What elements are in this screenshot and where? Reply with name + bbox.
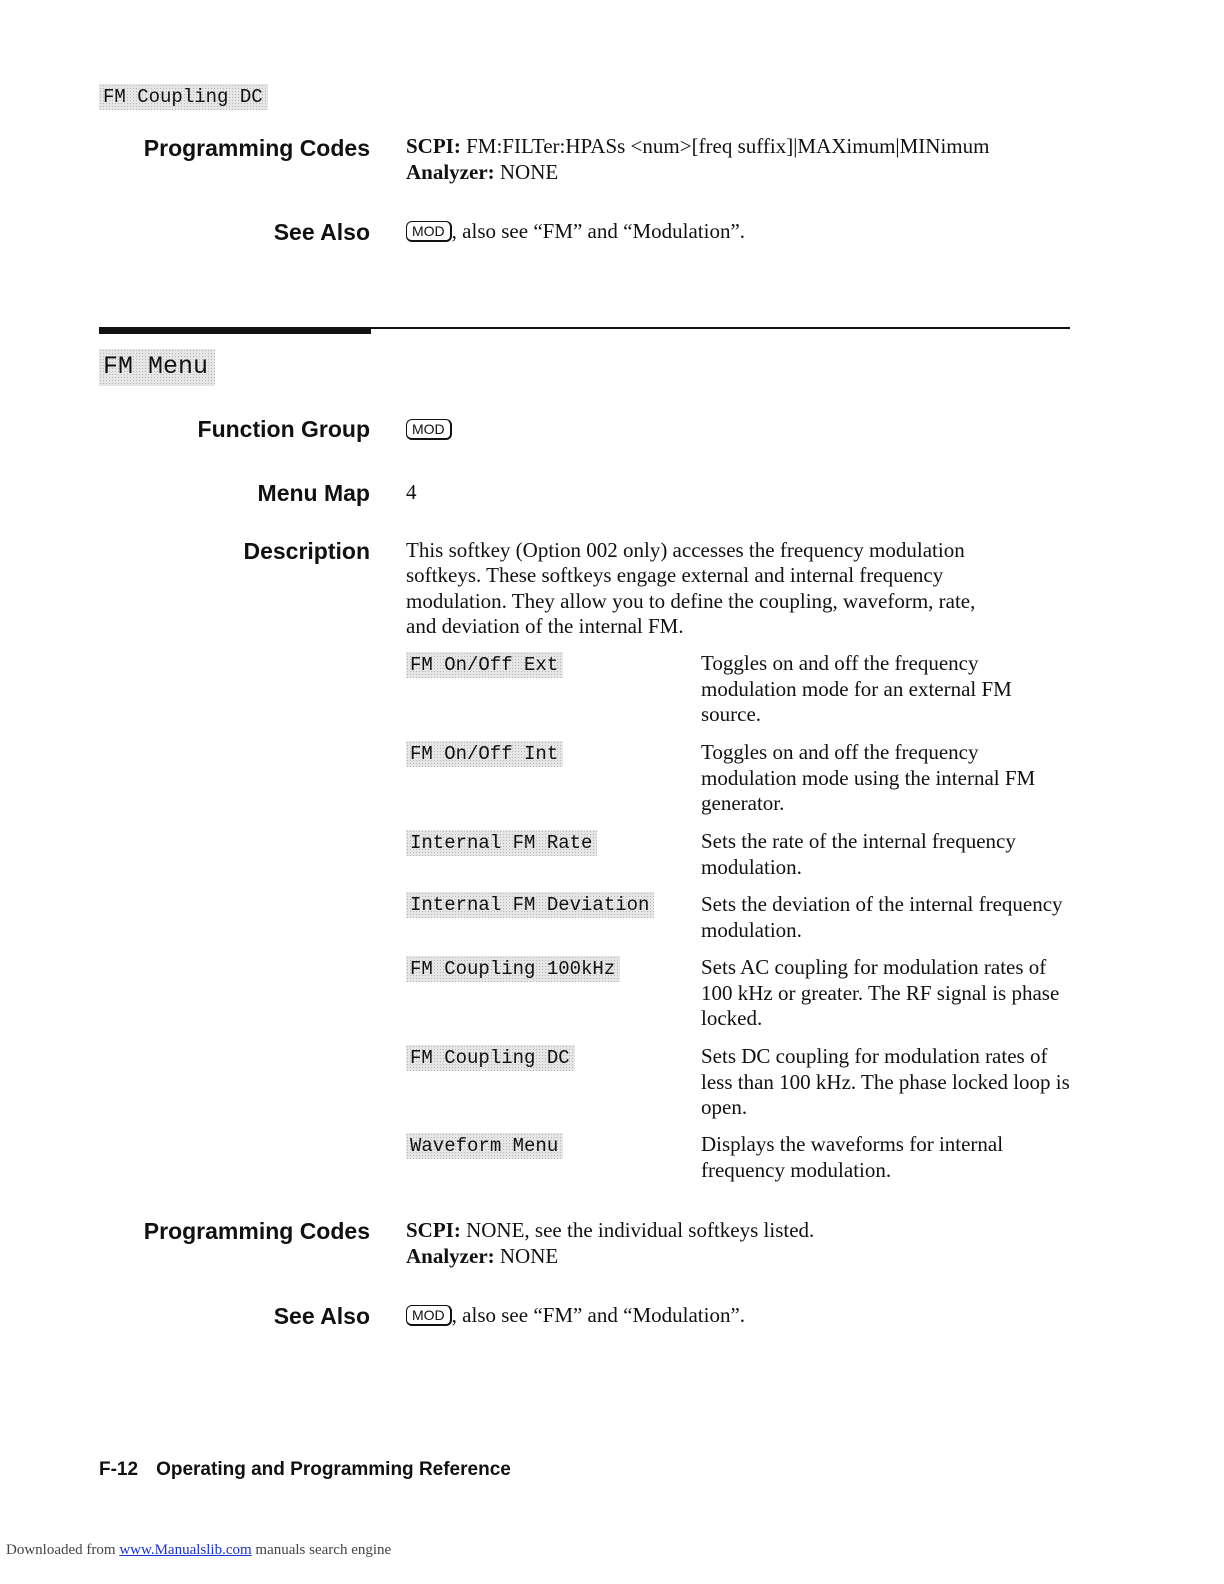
- function-group-label: Function Group: [197, 416, 370, 442]
- softkey-waveform-menu: Waveform Menu: [406, 1133, 563, 1159]
- see-also-line: [406, 1303, 745, 1329]
- analyzer-prefix: Analyzer:: [406, 160, 495, 184]
- mod-hardkey: MOD: [406, 419, 452, 440]
- menu-map-value: 4: [406, 480, 417, 504]
- softkey-fm-on-off-ext: FM On/Off Ext: [406, 652, 563, 678]
- page-footer: [99, 1459, 511, 1481]
- download-prefix: Downloaded from: [6, 1542, 116, 1558]
- analyzer-value: NONE: [499, 160, 559, 184]
- softkey-fm-coupling-dc-heading: FM Coupling DC: [99, 84, 268, 110]
- mod-hardkey: MOD: [406, 1305, 452, 1326]
- menu-map-label: Menu Map: [257, 480, 370, 506]
- scpi-line: [406, 1218, 814, 1244]
- scpi-prefix: SCPI:: [406, 134, 461, 158]
- see-also-text: , also see “FM” and “Modulation”.: [451, 219, 746, 243]
- programming-codes-label: Programming Codes: [143, 135, 370, 161]
- softkey-internal-fm-deviation: Internal FM Deviation: [406, 892, 654, 918]
- description-line: This softkey (Option 002 only) accesses the frequency modulation: [406, 538, 965, 562]
- softkey-description: Sets DC coupling for modulation rates of less than 100 kHz. The phase locked loop is open.: [701, 1044, 1070, 1120]
- scpi-value: FM:FILTer:HPASs <num>[freq suffix]|MAXimum|MINimum: [466, 134, 990, 158]
- download-suffix: manuals search engine: [255, 1542, 392, 1558]
- analyzer-value: NONE: [499, 1244, 559, 1268]
- softkey-internal-fm-rate: Internal FM Rate: [406, 830, 597, 856]
- softkey-description: Displays the waveforms for internal frequency modulation.: [701, 1132, 1004, 1182]
- description-line: and deviation of the internal FM.: [406, 614, 684, 638]
- footer-title: Operating and Programming Reference: [156, 1459, 511, 1480]
- description-line: softkeys. These softkeys engage external and internal frequency: [406, 563, 944, 587]
- analyzer-prefix: Analyzer:: [406, 1244, 495, 1268]
- see-also-label: See Also: [273, 219, 370, 245]
- see-also-text: , also see “FM” and “Modulation”.: [451, 1303, 746, 1327]
- mod-hardkey: MOD: [406, 221, 452, 242]
- scpi-line: [406, 134, 989, 160]
- softkey-fm-coupling-dc: FM Coupling DC: [406, 1045, 575, 1071]
- scpi-prefix: SCPI:: [406, 1218, 461, 1242]
- softkey-fm-coupling-100khz: FM Coupling 100kHz: [406, 956, 620, 982]
- manualslib-link[interactable]: www.Manualslib.com: [119, 1542, 252, 1558]
- see-also-line: [406, 219, 745, 245]
- download-banner: [6, 1542, 391, 1559]
- softkey-description: Toggles on and off the frequency modulation mode for an external FM source.: [701, 651, 1012, 727]
- page-number: F-12: [99, 1459, 139, 1480]
- softkey-description: Toggles on and off the frequency modulation mode using the internal FM generator.: [701, 740, 1036, 816]
- softkey-description: Sets the rate of the internal frequency modulation.: [701, 829, 1016, 879]
- see-also-label: See Also: [273, 1303, 370, 1329]
- section-title-softkey: FM Menu: [99, 349, 215, 386]
- section-rule-accent: [99, 327, 371, 334]
- programming-codes-label: Programming Codes: [143, 1218, 370, 1244]
- analyzer-line: [406, 160, 558, 186]
- softkey-description: Sets the deviation of the internal frequency modulation.: [701, 892, 1063, 942]
- scpi-value: NONE, see the individual softkeys listed.: [466, 1218, 815, 1242]
- softkey-fm-on-off-int: FM On/Off Int: [406, 741, 563, 767]
- description-line: modulation. They allow you to define the coupling, waveform, rate,: [406, 589, 976, 613]
- description-label: Description: [243, 538, 370, 564]
- softkey-description: Sets AC coupling for modulation rates of 100 kHz or greater. The RF signal is phase locked.: [701, 955, 1060, 1031]
- analyzer-line: [406, 1244, 558, 1270]
- function-group-value: [406, 417, 452, 443]
